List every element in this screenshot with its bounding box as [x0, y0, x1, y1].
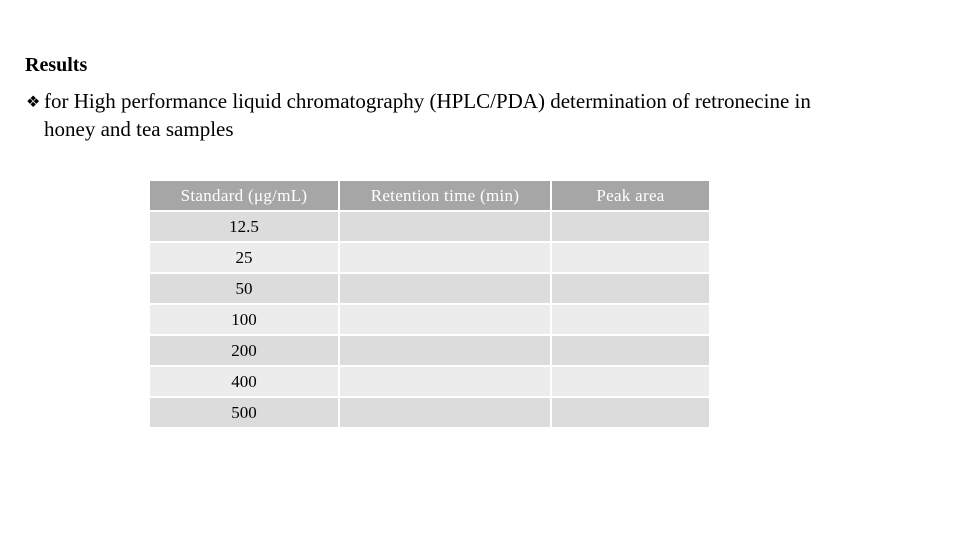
table-row: [150, 305, 709, 334]
peak-area-cell: [552, 212, 709, 241]
table-row: [150, 274, 709, 303]
standard-cell: 100: [150, 305, 338, 334]
table-row: [150, 398, 709, 427]
results-table: [148, 179, 711, 429]
standard-cell: 25: [150, 243, 338, 272]
section-heading: Results: [25, 54, 88, 76]
retention-time-cell: [340, 274, 550, 303]
diamond-bullet-icon: ❖: [26, 94, 41, 111]
retention-time-cell: [340, 243, 550, 272]
bullet-text-line2: honey and tea samples: [44, 117, 234, 141]
standard-cell: 200: [150, 336, 338, 365]
standard-cell: 500: [150, 398, 338, 427]
bullet-text-line1: for High performance liquid chromatography (HPLC/PDA) determination of retronecine in: [44, 89, 811, 113]
header-peak-area: Peak area: [552, 181, 709, 210]
standard-cell: 400: [150, 367, 338, 396]
retention-time-cell: [340, 305, 550, 334]
peak-area-cell: [552, 243, 709, 272]
peak-area-cell: [552, 305, 709, 334]
bullet-paragraph: [26, 88, 946, 142]
header-standard: Standard (μg/mL): [150, 181, 338, 210]
peak-area-cell: [552, 398, 709, 427]
header-retention-time: Retention time (min): [340, 181, 550, 210]
peak-area-cell: [552, 367, 709, 396]
table-row: [150, 367, 709, 396]
peak-area-cell: [552, 336, 709, 365]
retention-time-cell: [340, 367, 550, 396]
standard-cell: 50: [150, 274, 338, 303]
table-header-row: [150, 181, 709, 210]
peak-area-cell: [552, 274, 709, 303]
table-row: [150, 243, 709, 272]
retention-time-cell: [340, 212, 550, 241]
standard-cell: 12.5: [150, 212, 338, 241]
retention-time-cell: [340, 398, 550, 427]
table-row: [150, 212, 709, 241]
retention-time-cell: [340, 336, 550, 365]
table-row: [150, 336, 709, 365]
